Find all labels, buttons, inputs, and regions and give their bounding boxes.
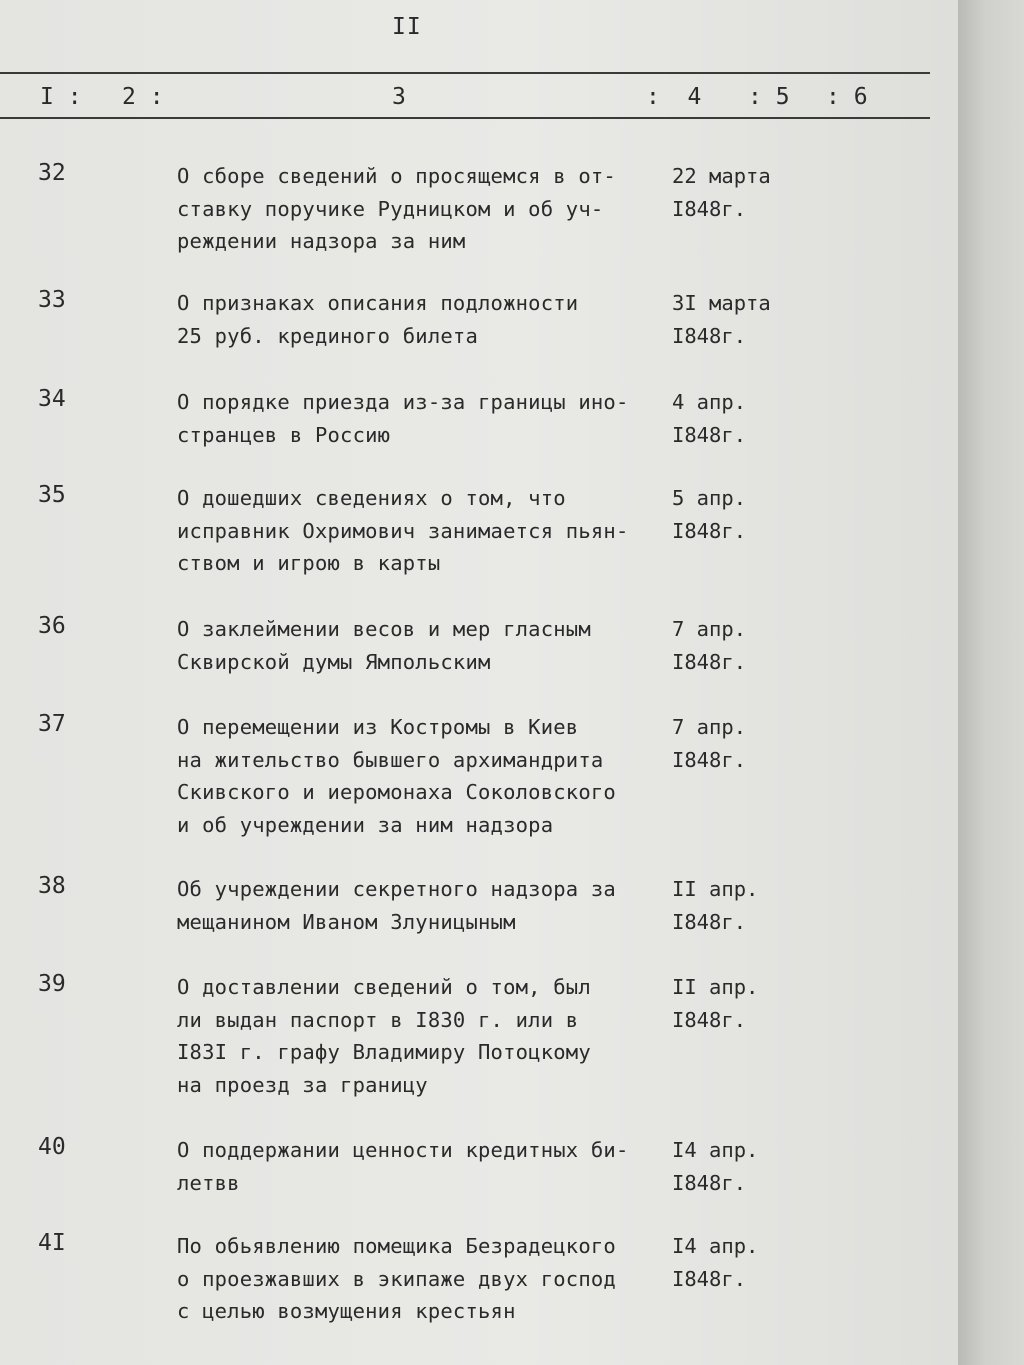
description-line: О перемещении из Костромы в Киев xyxy=(177,715,579,739)
description-line: Сквирской думы Ямпольским xyxy=(177,649,491,674)
description-line: 25 руб. крединого билета xyxy=(177,323,479,348)
entry-number: 35 xyxy=(38,482,66,508)
header-col-3: 3 xyxy=(392,84,406,110)
entry-date xyxy=(672,873,758,938)
date-year: I848г. xyxy=(672,422,747,447)
header-col-1: I : xyxy=(40,84,82,110)
header-col-2: 2 : xyxy=(122,84,164,110)
description-line: летвв xyxy=(177,1170,240,1195)
description-line: реждении надзора за ним xyxy=(177,229,466,253)
description-line: на жительство бывшего архимандрита xyxy=(177,747,604,772)
entry-description xyxy=(177,873,667,938)
date-year: I848г. xyxy=(672,323,747,348)
date-year: I848г. xyxy=(672,1266,747,1291)
entry-date xyxy=(672,160,771,225)
description-line: I83I г. графу Владимиру Потоцкому xyxy=(177,1040,591,1064)
entry-date xyxy=(672,287,771,352)
date-day: I4 апр. xyxy=(672,1234,759,1258)
entry-description xyxy=(177,971,667,1101)
description-line: Скивского и иеромонаха Соколовского xyxy=(177,780,616,804)
entry-date xyxy=(672,711,746,776)
entry-description xyxy=(177,613,667,678)
entry-description xyxy=(177,482,667,580)
description-line: О порядке приезда из-за границы ино- xyxy=(177,390,629,414)
entry-description xyxy=(177,711,667,841)
entry-description xyxy=(177,287,667,352)
entry-description xyxy=(177,160,667,258)
entry-date xyxy=(672,1230,758,1295)
entry-number: 33 xyxy=(38,287,66,313)
description-line: с целью возмущения крестьян xyxy=(177,1299,516,1323)
entry-number: 4I xyxy=(38,1230,66,1256)
entry-number: 32 xyxy=(38,160,66,186)
page-number: II xyxy=(392,14,422,40)
description-line: странцев в Россию xyxy=(177,422,391,447)
description-line: О поддержании ценности кредитных би- xyxy=(177,1138,629,1162)
date-year: I848г. xyxy=(672,518,747,543)
description-line: По обьявлению помещика Безрадецкого xyxy=(177,1234,616,1258)
description-line: мещанином Иваном Злуницыным xyxy=(177,909,516,934)
date-day: II апр. xyxy=(672,877,759,901)
date-day: 3I марта xyxy=(672,291,771,315)
entry-date xyxy=(672,386,746,451)
description-line: Об учреждении секретного надзора за xyxy=(177,877,616,901)
description-line: и об учреждении за ним надзора xyxy=(177,812,554,837)
date-year: I848г. xyxy=(672,196,747,221)
description-line: исправник Охримович занимается пьян- xyxy=(177,518,629,543)
entry-number: 39 xyxy=(38,971,66,997)
header-bottom-rule xyxy=(0,117,930,119)
entry-number: 38 xyxy=(38,873,66,899)
header-top-rule xyxy=(0,72,930,74)
header-col-6: : 6 xyxy=(826,84,868,110)
entry-date xyxy=(672,1134,758,1199)
description-line: О дошедших сведениях о том, что xyxy=(177,486,566,510)
date-year: I848г. xyxy=(672,909,747,934)
entry-description xyxy=(177,1230,667,1328)
background-surface xyxy=(958,0,1024,1365)
header-col-5: : 5 xyxy=(748,84,790,110)
date-day: I4 апр. xyxy=(672,1138,759,1162)
description-line: О доставлении сведений о том, был xyxy=(177,975,591,999)
entry-number: 37 xyxy=(38,711,66,737)
date-year: I848г. xyxy=(672,1007,747,1032)
description-line: О признаках описания подложности xyxy=(177,291,579,315)
date-day: 5 апр. xyxy=(672,486,747,510)
entry-date xyxy=(672,613,746,678)
entry-number: 40 xyxy=(38,1134,66,1160)
date-day: 4 апр. xyxy=(672,390,747,414)
entry-date xyxy=(672,482,746,547)
entry-description xyxy=(177,1134,667,1199)
description-line: ставку поручике Рудницком и об уч- xyxy=(177,196,604,221)
entry-description xyxy=(177,386,667,451)
description-line: О сборе сведений о просящемся в от- xyxy=(177,164,616,188)
description-line: О заклеймении весов и мер гласным xyxy=(177,617,591,641)
date-day: 22 марта xyxy=(672,164,771,188)
date-year: I848г. xyxy=(672,649,747,674)
entry-number: 36 xyxy=(38,613,66,639)
entry-number: 34 xyxy=(38,386,66,412)
description-line: ли выдан паспорт в I830 г. или в xyxy=(177,1007,579,1032)
date-day: II апр. xyxy=(672,975,759,999)
date-year: I848г. xyxy=(672,747,747,772)
description-line: ством и игрою в карты xyxy=(177,551,441,575)
entry-date xyxy=(672,971,758,1036)
description-line: на проезд за границу xyxy=(177,1072,428,1097)
date-year: I848г. xyxy=(672,1170,747,1195)
header-col-4: : 4 xyxy=(646,84,702,110)
date-day: 7 апр. xyxy=(672,617,747,641)
date-day: 7 апр. xyxy=(672,715,747,739)
description-line: о проезжавших в экипаже двух господ xyxy=(177,1266,616,1291)
